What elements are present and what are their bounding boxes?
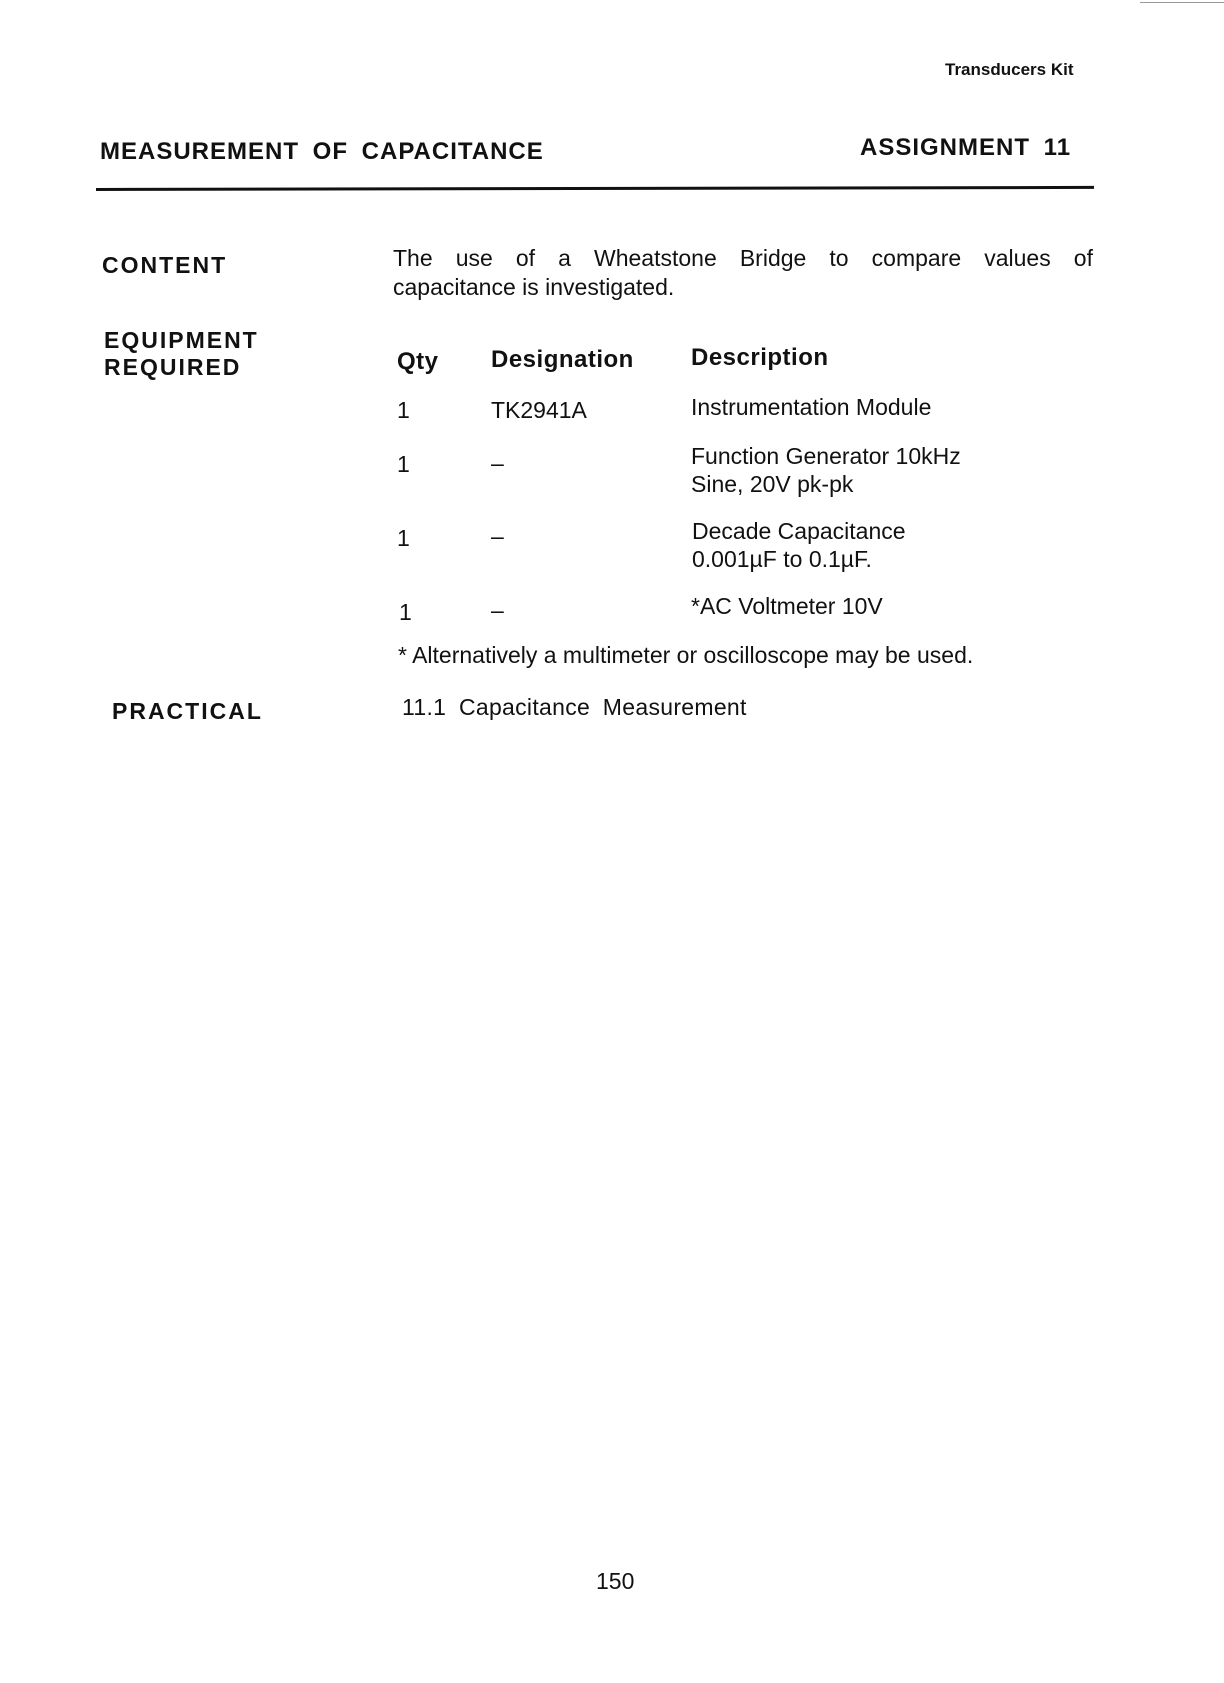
kit-label: Transducers Kit	[945, 60, 1074, 79]
description-line: 0.001µF to 0.1µF.	[692, 546, 872, 572]
table-row-designation: –	[491, 523, 504, 549]
table-row-description	[692, 517, 1092, 573]
assignment-number: ASSIGNMENT 11	[860, 134, 1072, 161]
table-row-qty: 1	[399, 599, 412, 625]
equipment-section-label	[104, 327, 324, 381]
content-description-line: The use of a Wheatstone Bridge to compare values of	[393, 245, 1093, 271]
description-line: Function Generator 10kHz	[691, 443, 961, 469]
table-row-designation: TK2941A	[491, 397, 587, 423]
content-description	[393, 244, 1093, 302]
table-header-description: Description	[691, 344, 829, 371]
description-line: Sine, 20V pk-pk	[691, 471, 854, 497]
table-row-qty: 1	[397, 397, 410, 423]
content-section-label: CONTENT	[102, 252, 228, 278]
table-row-designation: –	[491, 450, 504, 476]
table-header-qty: Qty	[397, 348, 439, 375]
table-row-description	[691, 592, 1091, 620]
equipment-label-line: REQUIRED	[104, 354, 242, 380]
practical-section-label: PRACTICAL	[112, 698, 263, 724]
equipment-label-line: EQUIPMENT	[104, 327, 259, 353]
content-description-line: capacitance is investigated.	[393, 274, 675, 300]
equipment-footnote: * Alternatively a multimeter or oscilloscope may be used.	[398, 642, 974, 668]
table-row-designation: –	[491, 597, 504, 623]
page-title: MEASUREMENT OF CAPACITANCE	[100, 138, 544, 165]
description-line: *AC Voltmeter 10V	[691, 593, 883, 619]
page-number: 150	[596, 1568, 635, 1594]
practical-item: 11.1 Capacitance Measurement	[402, 694, 747, 720]
scan-edge-mark	[1140, 2, 1224, 3]
table-header-designation: Designation	[491, 346, 634, 373]
table-row-qty: 1	[397, 451, 410, 477]
description-line: Instrumentation Module	[691, 394, 932, 420]
description-line: Decade Capacitance	[692, 518, 906, 544]
table-row-qty: 1	[397, 525, 410, 551]
header-divider	[96, 186, 1094, 191]
table-row-description	[691, 442, 1091, 498]
table-row-description	[691, 393, 1091, 421]
